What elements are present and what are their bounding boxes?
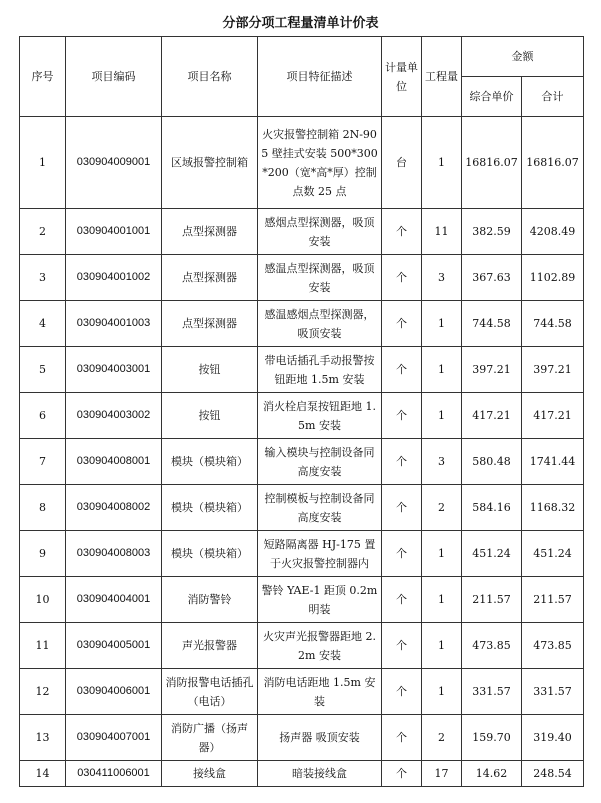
- row-unit-price: 397.21: [462, 347, 522, 393]
- row-desc: 感温感烟点型探测器，吸顶安装: [258, 301, 382, 347]
- table-row: [20, 623, 584, 669]
- table-row: [20, 301, 584, 347]
- row-seq: 11: [20, 623, 66, 669]
- row-total: 744.58: [522, 301, 584, 347]
- row-code: 030904008002: [66, 485, 162, 531]
- table-row: [20, 485, 584, 531]
- row-total: 473.85: [522, 623, 584, 669]
- row-qty: 11: [422, 209, 462, 255]
- row-desc: 扬声器 吸顶安装: [258, 715, 382, 761]
- row-code: 030904004001: [66, 577, 162, 623]
- row-seq: 6: [20, 393, 66, 439]
- header-amount: 金额: [462, 37, 584, 77]
- row-total: 4208.49: [522, 209, 584, 255]
- row-code: 030904005001: [66, 623, 162, 669]
- row-total: 319.40: [522, 715, 584, 761]
- row-seq: 1: [20, 117, 66, 209]
- row-desc: 带电话插孔手动报警按钮距地 1.5m 安装: [258, 347, 382, 393]
- row-total: 211.57: [522, 577, 584, 623]
- row-unit: 个: [382, 715, 422, 761]
- row-seq: 12: [20, 669, 66, 715]
- row-unit-price: 367.63: [462, 255, 522, 301]
- row-total: 397.21: [522, 347, 584, 393]
- row-seq: 10: [20, 577, 66, 623]
- row-unit: 个: [382, 301, 422, 347]
- row-name: 点型探测器: [162, 255, 258, 301]
- row-name: 模块（模块箱）: [162, 439, 258, 485]
- row-seq: 3: [20, 255, 66, 301]
- row-qty: 1: [422, 623, 462, 669]
- row-unit: 台: [382, 117, 422, 209]
- table-row: [20, 117, 584, 209]
- table-row: [20, 761, 584, 787]
- table-row: [20, 347, 584, 393]
- row-qty: 1: [422, 347, 462, 393]
- row-seq: 8: [20, 485, 66, 531]
- row-unit: 个: [382, 393, 422, 439]
- row-unit: 个: [382, 209, 422, 255]
- header-desc: 项目特征描述: [258, 37, 382, 117]
- table-row: [20, 669, 584, 715]
- row-unit: 个: [382, 439, 422, 485]
- row-code: 030904003002: [66, 393, 162, 439]
- row-total: 248.54: [522, 761, 584, 787]
- table-row: [20, 255, 584, 301]
- row-code: 030904007001: [66, 715, 162, 761]
- row-unit-price: 580.48: [462, 439, 522, 485]
- row-unit: 个: [382, 255, 422, 301]
- row-qty: 1: [422, 531, 462, 577]
- row-unit: 个: [382, 347, 422, 393]
- header-unit-price: 综合单价: [462, 77, 522, 117]
- row-code: 030904008001: [66, 439, 162, 485]
- row-unit: 个: [382, 761, 422, 787]
- row-name: 消防广播（扬声器）: [162, 715, 258, 761]
- row-name: 按钮: [162, 393, 258, 439]
- row-total: 1741.44: [522, 439, 584, 485]
- table-row: [20, 393, 584, 439]
- row-qty: 3: [422, 255, 462, 301]
- row-desc: 控制模板与控制设备同高度安装: [258, 485, 382, 531]
- header-unit: 计量单位: [382, 37, 422, 117]
- row-total: 1102.89: [522, 255, 584, 301]
- table-row: [20, 715, 584, 761]
- row-total: 1168.32: [522, 485, 584, 531]
- row-desc: 火灾声光报警器距地 2.2m 安装: [258, 623, 382, 669]
- row-name: 接线盒: [162, 761, 258, 787]
- row-name: 模块（模块箱）: [162, 531, 258, 577]
- header-qty: 工程量: [422, 37, 462, 117]
- header-total: 合计: [522, 77, 584, 117]
- row-total: 451.24: [522, 531, 584, 577]
- header-seq: 序号: [20, 37, 66, 117]
- row-desc: 暗装接线盒: [258, 761, 382, 787]
- row-name: 模块（模块箱）: [162, 485, 258, 531]
- row-unit-price: 584.16: [462, 485, 522, 531]
- row-seq: 13: [20, 715, 66, 761]
- row-name: 点型探测器: [162, 301, 258, 347]
- row-unit-price: 159.70: [462, 715, 522, 761]
- row-name: 消防警铃: [162, 577, 258, 623]
- row-name: 区域报警控制箱: [162, 117, 258, 209]
- row-unit: 个: [382, 669, 422, 715]
- row-qty: 1: [422, 669, 462, 715]
- row-desc: 警铃 YAE-1 距顶 0.2m 明装: [258, 577, 382, 623]
- row-code: 030904009001: [66, 117, 162, 209]
- table-row: [20, 209, 584, 255]
- row-name: 声光报警器: [162, 623, 258, 669]
- row-unit: 个: [382, 485, 422, 531]
- row-qty: 2: [422, 715, 462, 761]
- header-name: 项目名称: [162, 37, 258, 117]
- row-code: 030904003001: [66, 347, 162, 393]
- row-total: 16816.07: [522, 117, 584, 209]
- table-body: [20, 117, 584, 787]
- row-qty: 1: [422, 117, 462, 209]
- row-desc: 消防电话距地 1.5m 安装: [258, 669, 382, 715]
- header-code: 项目编码: [66, 37, 162, 117]
- row-qty: 1: [422, 393, 462, 439]
- row-desc: 输入模块与控制设备同高度安装: [258, 439, 382, 485]
- row-desc: 短路隔离器 HJ-175 置于火灾报警控制器内: [258, 531, 382, 577]
- row-qty: 2: [422, 485, 462, 531]
- row-unit-price: 451.24: [462, 531, 522, 577]
- row-code: 030411006001: [66, 761, 162, 787]
- row-seq: 2: [20, 209, 66, 255]
- row-unit-price: 417.21: [462, 393, 522, 439]
- row-qty: 3: [422, 439, 462, 485]
- row-unit-price: 211.57: [462, 577, 522, 623]
- row-unit-price: 14.62: [462, 761, 522, 787]
- row-seq: 4: [20, 301, 66, 347]
- row-unit-price: 331.57: [462, 669, 522, 715]
- row-name: 按钮: [162, 347, 258, 393]
- row-seq: 14: [20, 761, 66, 787]
- row-name: 点型探测器: [162, 209, 258, 255]
- row-seq: 5: [20, 347, 66, 393]
- row-unit: 个: [382, 623, 422, 669]
- table-row: [20, 439, 584, 485]
- row-unit: 个: [382, 531, 422, 577]
- row-unit-price: 473.85: [462, 623, 522, 669]
- row-unit-price: 16816.07: [462, 117, 522, 209]
- table-row: [20, 577, 584, 623]
- row-unit: 个: [382, 577, 422, 623]
- bill-table: [19, 36, 584, 787]
- header-row: [20, 37, 584, 77]
- table-row: [20, 531, 584, 577]
- row-desc: 感烟点型探测器，吸顶安装: [258, 209, 382, 255]
- row-qty: 1: [422, 301, 462, 347]
- row-qty: 17: [422, 761, 462, 787]
- row-name: 消防报警电话插孔（电话）: [162, 669, 258, 715]
- row-unit-price: 382.59: [462, 209, 522, 255]
- row-code: 030904001002: [66, 255, 162, 301]
- row-desc: 感温点型探测器，吸顶安装: [258, 255, 382, 301]
- row-desc: 消火栓启泵按钮距地 1.5m 安装: [258, 393, 382, 439]
- row-qty: 1: [422, 577, 462, 623]
- row-total: 417.21: [522, 393, 584, 439]
- row-seq: 7: [20, 439, 66, 485]
- row-seq: 9: [20, 531, 66, 577]
- page-title: 分部分项工程量清单计价表: [222, 16, 379, 31]
- row-code: 030904001001: [66, 209, 162, 255]
- row-unit-price: 744.58: [462, 301, 522, 347]
- row-code: 030904001003: [66, 301, 162, 347]
- row-code: 030904006001: [66, 669, 162, 715]
- row-total: 331.57: [522, 669, 584, 715]
- row-code: 030904008003: [66, 531, 162, 577]
- row-desc: 火灾报警控制箱 2N-905 壁挂式安装 500*300*200（宽*高*厚）控制点数 25 点: [258, 117, 382, 209]
